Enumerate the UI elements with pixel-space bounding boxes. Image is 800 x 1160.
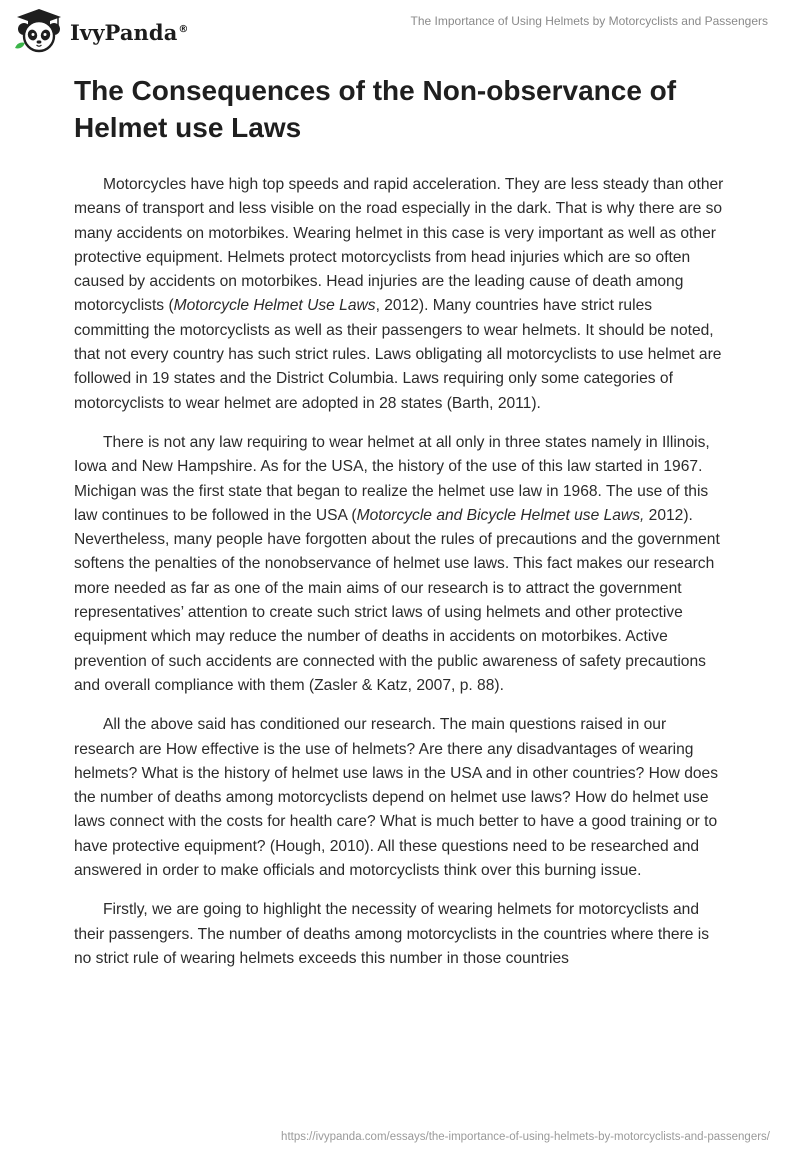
paragraph-2: There is not any law requiring to wear helmet at all only in three states namely in Illinois, Iowa and New Hampshire. As for the USA, the history of the use of this law started in 1967. Michigan was the first state that began to realize the helmet use law in 1968. The use of this law continues to be followed in the USA (Motorcycle and Bicycle Helmet use Laws, 2012). Nevertheless, many people have forgotten about the rules of precautions and the government softens the penalties of the nonobservance of helmet use laws. This fact makes our research more needed as far as one of the main aims of our research is to attract the government representatives’ attention to create such strict laws of using helmets and other protective equipment which may reduce the number of deaths in accidents on motorbikes. Active prevention of such accidents are connected with the public awareness of safety precautions and overall compliance with them (Zasler & Katz, 2007, p. 88). [74, 433, 720, 694]
ivypanda-logo[interactable] [14, 8, 189, 54]
citation-italic: Motorcycle and Bicycle Helmet use Laws, [356, 506, 645, 524]
page-header [0, 0, 800, 60]
paragraph-4: Firstly, we are going to highlight the necessity of wearing helmets for motorcyclists and their passengers. The number of deaths among motorcyclists in the countries where there is no strict rule of wearing helmets exceeds this number in those countries [74, 901, 710, 967]
paragraph-3: All the above said has conditioned our research. The main questions raised in our research are How effective is the use of helmets? Are there any disadvantages of wearing helmets? What is the history of helmet use laws in the USA and in other countries? How does the number of deaths among motorcyclists depend on helmet use laws? How do helmet use laws connect with the costs for health care? What is much better to have a good training or to have protective equipment? (Hough, 2010). All these questions need to be researched and answered in order to make officials and motorcyclists think over this burning issue. [74, 716, 719, 880]
source-url[interactable]: https://ivypanda.com/essays/the-importance-of-using-helmets-by-motorcyclists-and-passengers/ [281, 1131, 770, 1143]
citation-italic: Motorcycle Helmet Use Laws [173, 297, 376, 315]
paragraph-1: Motorcycles have high top speeds and rapid acceleration. They are less steady than other means of transport and less visible on the road especially in the dark. That is why there are so many accidents on motorbikes. Wearing helmet in this case is very important as well as other protective equipment. Helmets protect motorcyclists from head injuries which are so often caused by accidents on motorbikes. Head injuries are the leading cause of death among motorcyclists (Motorcycle Helmet Use Laws, 2012). Many countries have strict rules committing the motorcyclists as well as their passengers to wear helmets. It should be noted, that not every country has such strict rules. Laws obligating all motorcyclists to use helmet are followed in 19 states and the District Columbia. Laws requiring only some categories of motorcyclists to wear helmet are adopted in 28 states (Barth, 2011). [74, 176, 724, 412]
logo-text: IvyPanda® [70, 19, 189, 45]
essay-title: The Importance of Using Helmets by Motorcyclists and Passengers [410, 14, 768, 28]
page-heading: The Consequences of the Non-observance of Helmet use Laws [74, 75, 677, 143]
logo-registered-mark: ® [178, 23, 189, 35]
article-body [74, 173, 730, 986]
panda-graduation-cap-logo-icon [14, 8, 64, 54]
